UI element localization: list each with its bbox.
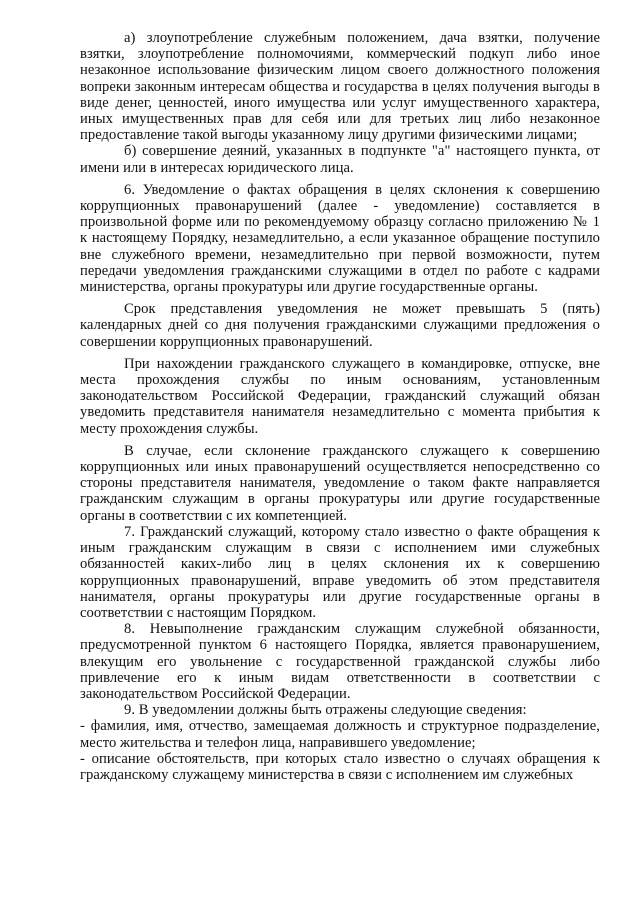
paragraph-employer-inducement: В случае, если склонение гражданского служащего к совершению коррупционных или иных правонарушений осуществляется непосредственно со стороны представителя нанимателя, уведомление о таком факте направляется гражданским служащим в органы прокуратуры или другие государственные органы в соответствии с их компетенцией. bbox=[80, 442, 600, 524]
paragraph-5b: б) совершение деяний, указанных в подпункте "а" настоящего пункта, от имени или в интересах юридического лица. bbox=[80, 143, 600, 176]
list-item-personal-data: - фамилия, имя, отчество, замещаемая должность и структурное подразделение, место жительства и телефон лица, направившего уведомление; bbox=[80, 718, 600, 751]
paragraph-6: 6. Уведомление о фактах обращения в целях склонения к совершению коррупционных правонарушений (далее - уведомление) составляется в произвольной форме или по рекомендуемому образцу согласно приложению № 1 к настоящему Порядку, незамедлительно, а если указанное обращение поступило вне служебного времени, незамедлительно при первой возможности, путем передачи уведомления гражданскими служащими в отдел по работе с кадрами министерства, органы прокуратуры или другие государственные органы. bbox=[80, 181, 600, 296]
paragraph-7: 7. Гражданский служащий, которому стало известно о факте обращения к иным гражданским служащим в связи с исполнением ими служебных обязанностей каких-либо лиц в целях склонения их к совершению коррупционных правонарушений, вправе уведомить об этом представителя нанимателя, органы прокуратуры или другие государственные органы в соответствии с настоящим Порядком. bbox=[80, 523, 600, 621]
paragraph-5a: а) злоупотребление служебным положением, дача взятки, получение взятки, злоупотребление полномочиями, коммерческий подкуп либо иное незаконное использование физическим лицом своего должностного положения вопреки законным интересам общества и государства в целях получения выгоды в виде денег, ценностей, иного имущества или услуг имущественного характера, иных имущественных прав для себя или для третьих лиц либо незаконное предоставление такой выгоды указанному лицу другими физическими лицами; bbox=[80, 30, 600, 144]
paragraph-9: 9. В уведомлении должны быть отражены следующие сведения: bbox=[124, 702, 527, 719]
paragraph-business-trip: При нахождении гражданского служащего в командировке, отпуске, вне места прохождения службы по иным основаниям, установленным законодательством Российской Федерации, гражданский служащий обязан уведомить представителя нанимателя незамедлительно с момента прибытия к месту прохождения службы. bbox=[80, 355, 600, 437]
paragraph-deadline: Срок представления уведомления не может превышать 5 (пять) календарных дней со дня получения гражданскими служащими предложения о совершении коррупционных правонарушений. bbox=[80, 301, 600, 350]
list-item-circumstances: - описание обстоятельств, при которых стало известно о случаях обращения к гражданскому служащему министерства в связи с исполнением им служебных bbox=[80, 750, 600, 783]
paragraph-8: 8. Невыполнение гражданским служащим служебной обязанности, предусмотренной пунктом 6 настоящего Порядка, является правонарушением, влекущим его увольнение с государственной гражданской службы либо привлечение его к иным видам ответственности в соответствии с законодательством Российской Федерации. bbox=[80, 621, 600, 702]
